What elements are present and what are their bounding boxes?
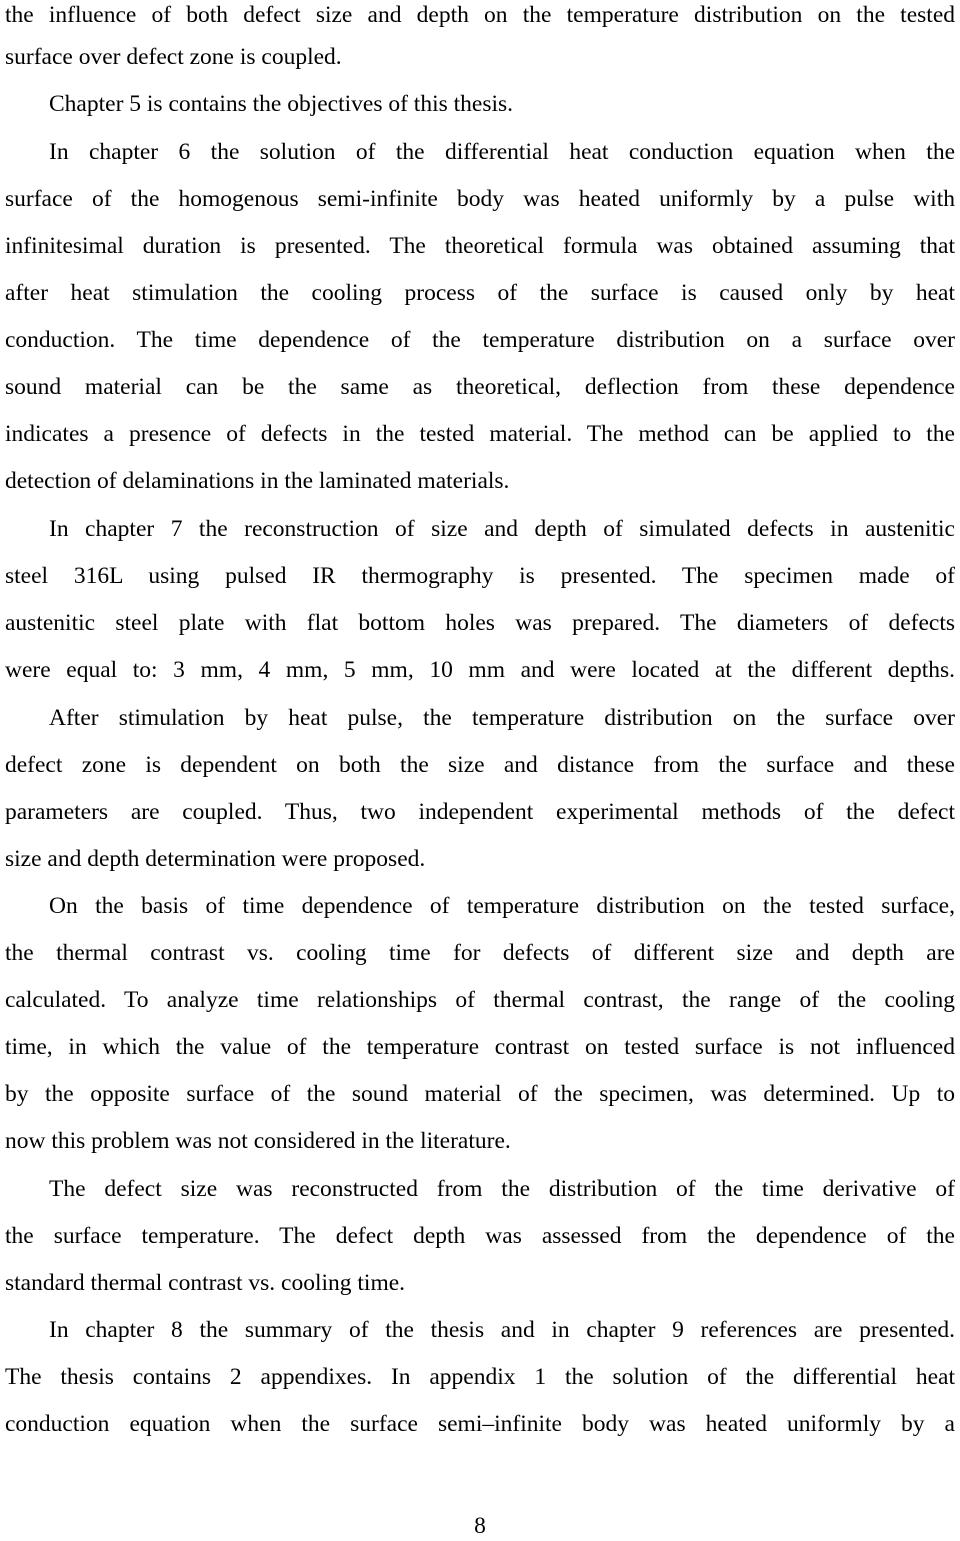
text-line: calculated. To analyze time relationships of thermal contrast, the range of the cooling	[5, 987, 955, 1013]
text-line: were equal to: 3 mm, 4 mm, 5 mm, 10 mm and were located at the different depths.	[5, 657, 955, 683]
page-number: 8	[474, 1513, 486, 1539]
text-line: steel 316L using pulsed IR thermography is presented. The specimen made of	[5, 563, 955, 589]
text-line: surface over defect zone is coupled.	[5, 44, 342, 70]
text-line: sound material can be the same as theoretical, deflection from these dependence	[5, 374, 955, 400]
text-line: infinitesimal duration is presented. The theoretical formula was obtained assuming that	[5, 233, 955, 259]
text-line: detection of delaminations in the laminated materials.	[5, 468, 510, 494]
text-line: defect zone is dependent on both the size and distance from the surface and these	[5, 752, 955, 778]
text-line: after heat stimulation the cooling process of the surface is caused only by heat	[5, 280, 955, 306]
text-line: the thermal contrast vs. cooling time for defects of different size and depth are	[5, 940, 955, 966]
text-line: In chapter 7 the reconstruction of size and depth of simulated defects in austenitic	[49, 516, 955, 542]
text-line: size and depth determination were proposed.	[5, 846, 426, 872]
text-line: parameters are coupled. Thus, two independent experimental methods of the defect	[5, 799, 955, 825]
text-line: the influence of both defect size and depth on the temperature distribution on the tested	[5, 2, 955, 28]
text-line: Chapter 5 is contains the objectives of this thesis.	[49, 91, 514, 117]
text-line: indicates a presence of defects in the tested material. The method can be applied to the	[5, 421, 955, 447]
text-line: austenitic steel plate with flat bottom holes was prepared. The diameters of defects	[5, 610, 955, 636]
text-line: conduction equation when the surface semi–infinite body was heated uniformly by a	[5, 1411, 955, 1437]
text-line: conduction. The time dependence of the temperature distribution on a surface over	[5, 327, 955, 353]
text-line: In chapter 8 the summary of the thesis and in chapter 9 references are presented.	[49, 1317, 955, 1343]
text-line: After stimulation by heat pulse, the temperature distribution on the surface over	[49, 705, 955, 731]
text-line: the surface temperature. The defect depth was assessed from the dependence of the	[5, 1223, 955, 1249]
text-line: now this problem was not considered in the literature.	[5, 1128, 511, 1154]
text-line: The defect size was reconstructed from the distribution of the time derivative of	[49, 1176, 955, 1202]
text-line: The thesis contains 2 appendixes. In appendix 1 the solution of the differential heat	[5, 1364, 955, 1390]
text-line: surface of the homogenous semi-infinite body was heated uniformly by a pulse with	[5, 186, 955, 212]
text-line: In chapter 6 the solution of the differential heat conduction equation when the	[49, 139, 955, 165]
text-line: by the opposite surface of the sound material of the specimen, was determined. Up to	[5, 1081, 955, 1107]
text-line: time, in which the value of the temperature contrast on tested surface is not influenced	[5, 1034, 955, 1060]
text-line: On the basis of time dependence of temperature distribution on the tested surface,	[49, 893, 955, 919]
text-line: standard thermal contrast vs. cooling time.	[5, 1270, 406, 1296]
